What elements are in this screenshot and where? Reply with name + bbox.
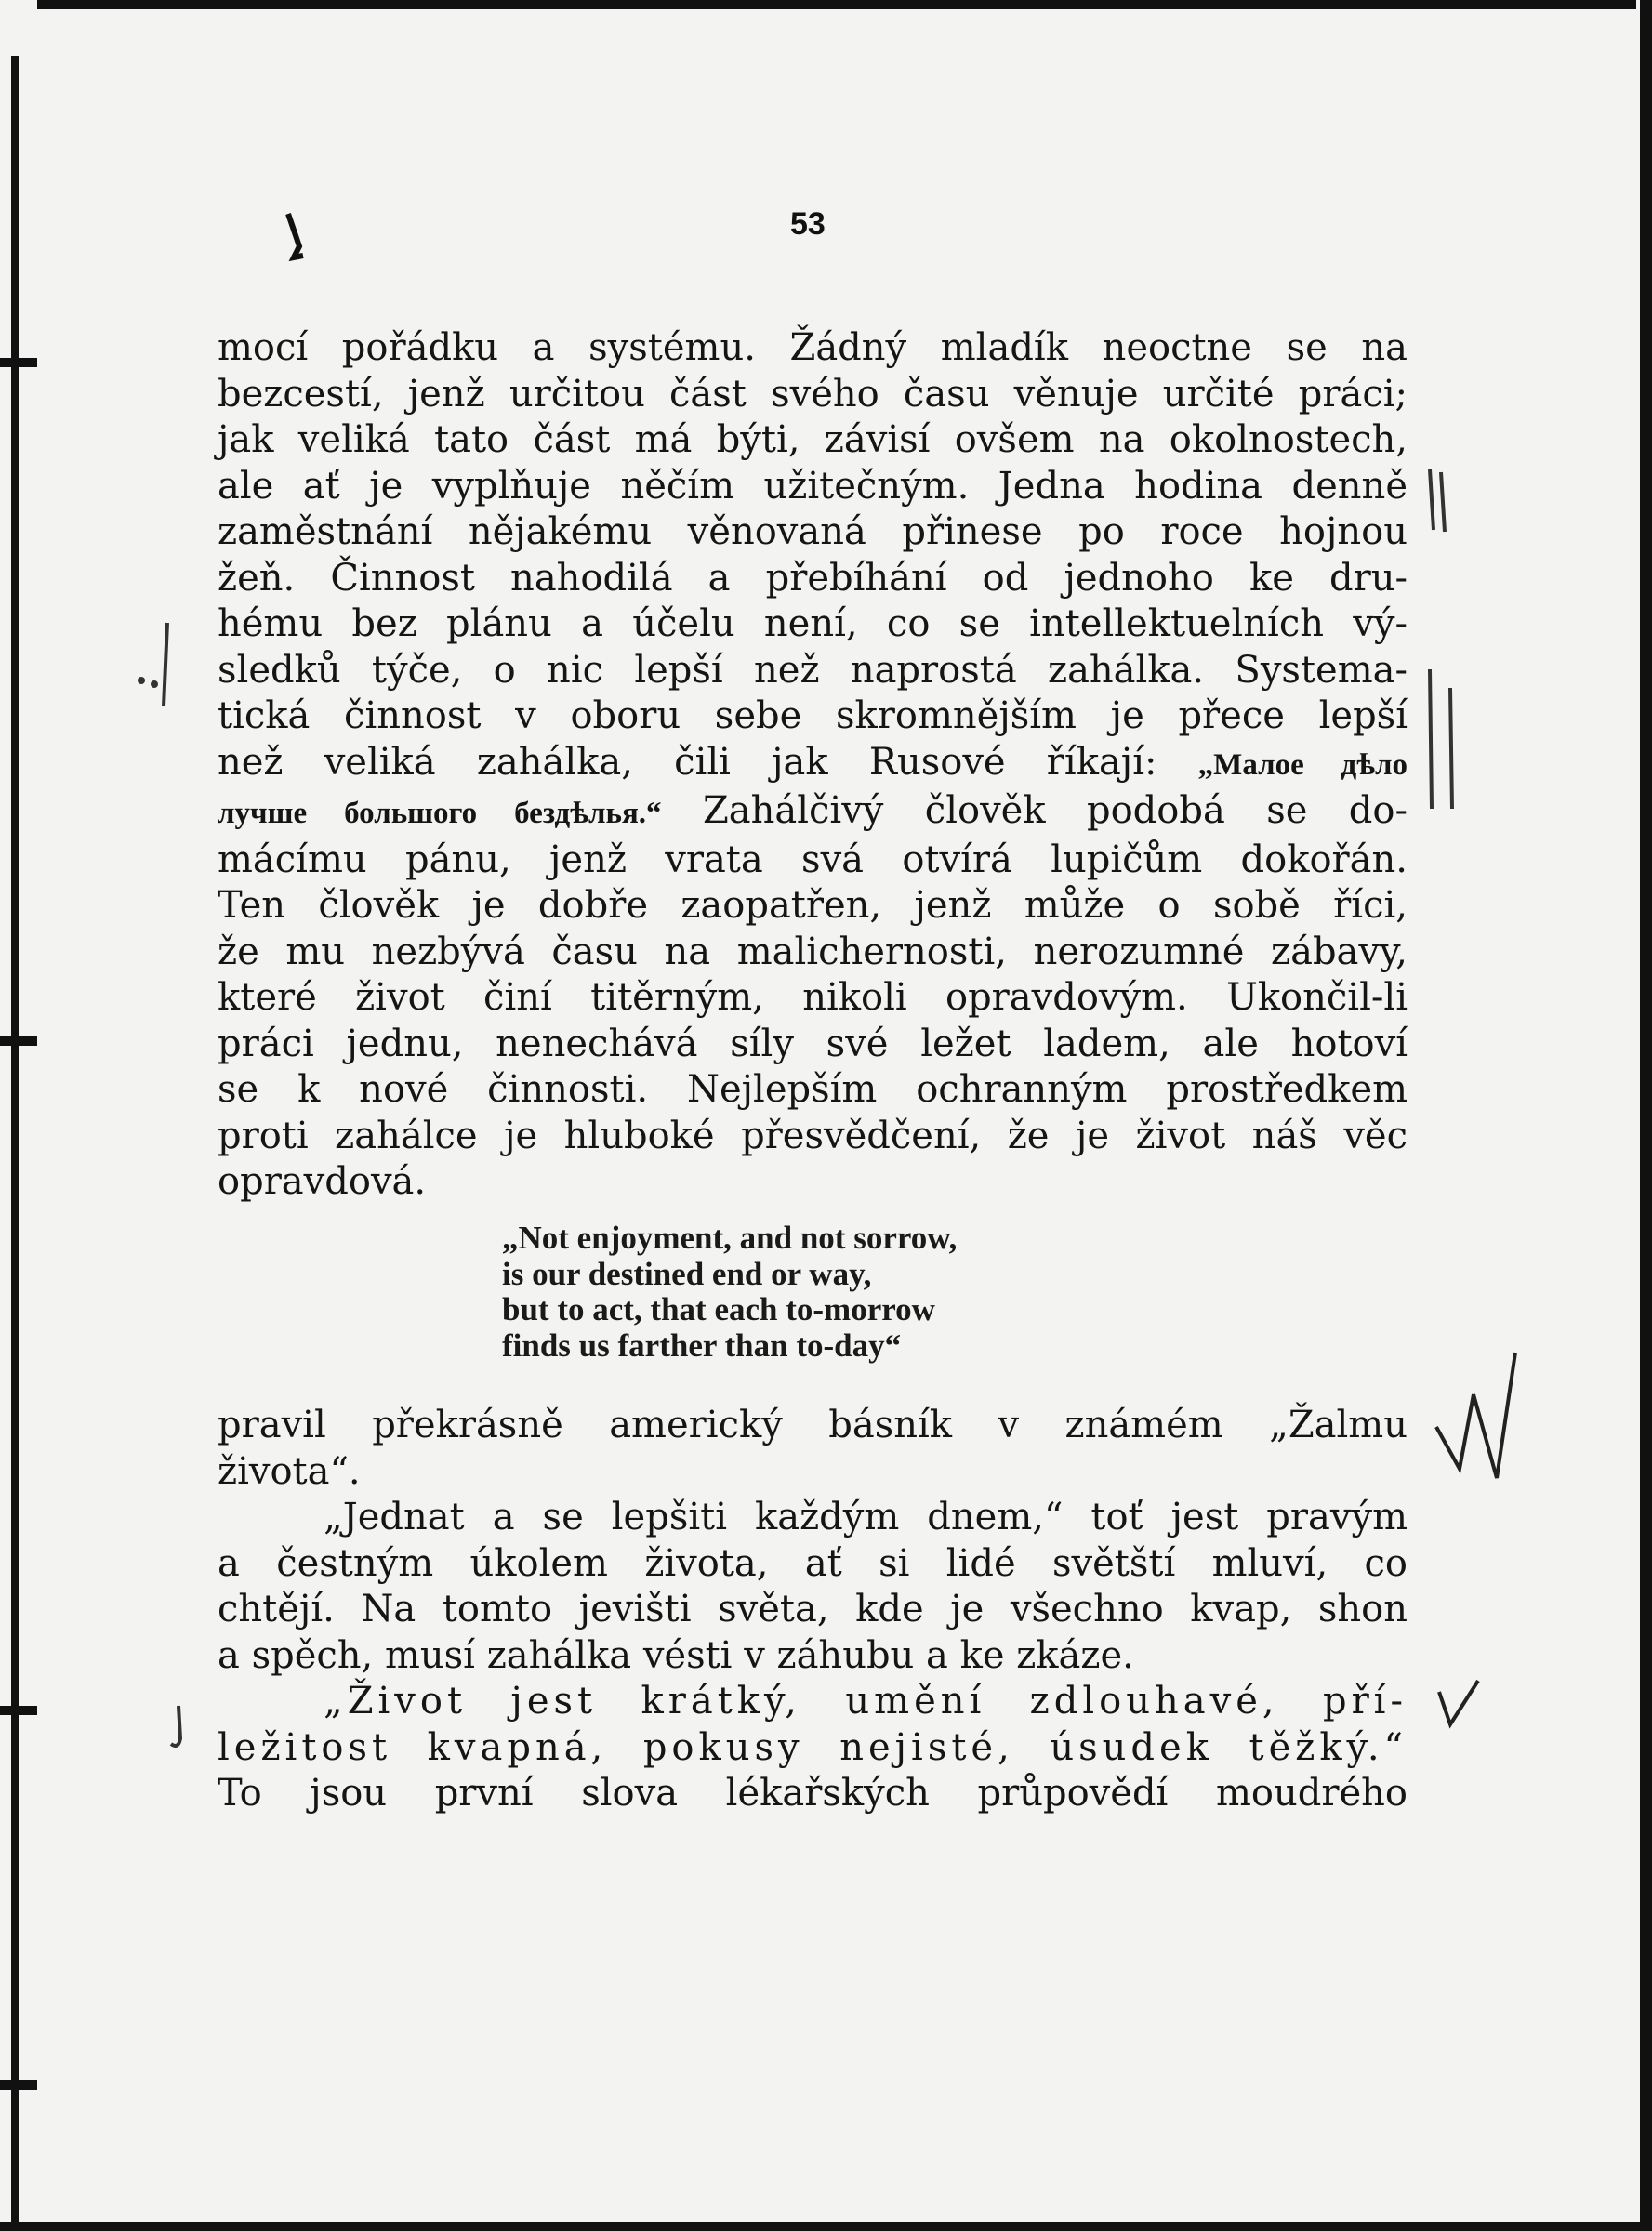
margin-pencil-mark <box>279 209 316 265</box>
text-fragment: Zahálčivý člověk podobá se do- <box>702 789 1408 832</box>
text-line: „Život jest krátký, umění zdlouhavé, pří- <box>324 1680 1408 1723</box>
text-line: zaměstnání nějakému věnovaná přinese po roce hojnou <box>218 510 1408 553</box>
binding-mark <box>0 358 37 367</box>
text-line: jak veliká tato část má býti, závisí ovšem na okolnostech, <box>218 418 1408 461</box>
top-edge <box>37 0 1636 9</box>
margin-pencil-mark <box>1421 465 1458 539</box>
text-line: proti zahálce je hluboké přesvědčení, že je život náš věc <box>218 1114 1408 1157</box>
text-line: pravil překrásně americký básník v známém „Žalmu <box>218 1404 1408 1446</box>
poem-line: „Not enjoyment, and not sorrow, <box>502 1220 958 1256</box>
binding-mark <box>0 2080 37 2090</box>
text-line: sledků týče, o nic lepší než naprostá zahálka. Systema- <box>218 648 1408 692</box>
text-line: a spěch, musí zahálka vésti v záhubu a ke zkáze. <box>218 1633 1134 1677</box>
bottom-edge <box>0 2222 1652 2231</box>
poem-quote <box>502 1221 957 1364</box>
binding-mark <box>0 1706 37 1715</box>
russian-quote: лучше большого бездѣлья.“ <box>218 797 662 830</box>
text-line: a čestným úkolem života, ať si lidé světští mluví, co <box>218 1541 1408 1585</box>
text-line: tická činnost v oboru sebe skromnějším je přece lepší <box>218 694 1408 737</box>
poem-line: but to act, that each to-morrow <box>502 1291 935 1327</box>
text-line: práci jednu, nenechává síly své ležet ladem, ale hotoví <box>218 1022 1408 1065</box>
margin-pencil-mark <box>1432 1339 1525 1497</box>
text-line: To jsou první slova lékařských průpovědí moudrého <box>218 1772 1408 1815</box>
margin-pencil-mark <box>1432 1673 1487 1738</box>
text-line: které život činí titěrným, nikoli opravdovým. Ukončil-li <box>218 976 1408 1019</box>
binding-line <box>11 56 19 2222</box>
margin-pencil-mark <box>167 1701 195 1757</box>
poem-line: is our destined end or way, <box>502 1255 872 1292</box>
text-line: mácímu pánu, jenž vrata svá otvírá lupičům dokořán. <box>218 838 1408 881</box>
text-line <box>218 740 1408 789</box>
text-line: ale ať je vyplňuje něčím užitečným. Jedna hodina denně <box>218 464 1408 508</box>
margin-pencil-mark <box>1413 651 1469 837</box>
page-number: 53 <box>790 206 826 242</box>
body-text <box>218 325 1408 1206</box>
text-line: že mu nezbývá času na malichernosti, nerozumné zábavy, <box>218 930 1408 973</box>
binding-mark <box>0 1036 37 1046</box>
text-line: se k nové činnosti. Nejlepším ochranným prostředkem <box>218 1068 1408 1111</box>
right-edge <box>1640 0 1652 2231</box>
text-line: opravdová. <box>218 1160 427 1203</box>
text-fragment: než veliká zahálka, čili jak Rusové říkají: <box>218 740 1157 784</box>
text-line: hému bez plánu a účelu není, co se intellektuelních vý- <box>218 602 1408 645</box>
text-line: chtějí. Na tomto jevišti světa, kde je všechno kvap, shon <box>218 1588 1408 1630</box>
margin-pencil-mark <box>130 614 177 716</box>
text-line <box>218 788 1408 838</box>
text-line: ležitost kvapná, pokusy nejisté, úsudek těžký.“ <box>218 1725 1408 1769</box>
body-text-continued <box>218 1403 1408 1817</box>
text-line: mocí pořádku a systému. Žádný mladík neoctne se na <box>218 326 1408 369</box>
text-line: žeň. Činnost nahodilá a přebíhání od jednoho ke dru- <box>218 556 1408 600</box>
text-line: bezcestí, jenž určitou část svého času věnuje určité práci; <box>218 372 1408 416</box>
text-line: života“. <box>218 1449 361 1493</box>
poem-line: finds us farther than to-day“ <box>502 1327 902 1364</box>
text-line: „Jednat a se lepšiti každým dnem,“ toť jest pravým <box>324 1496 1408 1538</box>
text-line: Ten člověk je dobře zaopatřen, jenž může o sobě říci, <box>218 884 1408 927</box>
russian-quote: „Малое дѣло <box>1197 747 1408 782</box>
